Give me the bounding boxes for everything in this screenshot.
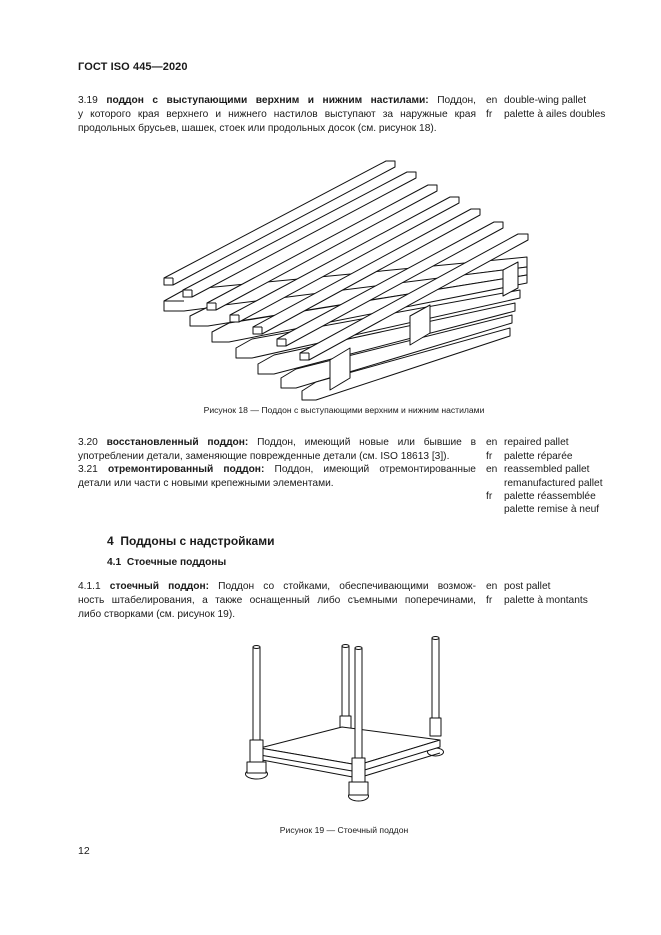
translation-fr-alt: palette remise à neuf — [504, 504, 600, 515]
term-number: 3.20 — [78, 437, 98, 448]
term-number: 4.1.1 — [78, 581, 101, 592]
document-header: ГОСТ ISO 445—2020 — [78, 61, 188, 73]
subsection-heading: 4.1 Стоечные поддоны — [107, 557, 227, 568]
term-title: поддон с выступающими верхним и нижним настилами: — [106, 95, 429, 106]
definition-line: Поддон, имеющий отремонтированные — [274, 464, 476, 475]
section-heading: 4 Поддоны с надстройками — [107, 534, 275, 548]
translation-en: en post pallet — [486, 581, 551, 592]
translation-en: en reassembled pallet — [486, 464, 590, 475]
term-3-19 — [78, 94, 476, 135]
definition-line: продольных брусьев, шашек, стоек или продольных досок (см. рисунок 18). — [78, 122, 437, 134]
term-number: 3.19 — [78, 95, 98, 106]
term-number: 3.21 — [78, 464, 98, 475]
translation-en-alt: remanufactured pallet — [504, 478, 603, 489]
translation-en: en repaired pallet — [486, 437, 569, 448]
definition-line: Поддон со стойками, обеспечивающими возмож- — [218, 581, 476, 592]
translation-en: en double-wing pallet — [486, 95, 587, 106]
translation-fr: fr palette à ailes doubles — [486, 109, 606, 120]
definition-line: Поддон, — [437, 95, 476, 106]
translation-fr: fr palette à montants — [486, 595, 588, 606]
definition-line: у которого края верхнего и нижнего настилов выступают за наружные края — [78, 108, 476, 120]
figure-18-caption: Рисунок 18 — Поддон с выступающими верхним и нижним настилами — [203, 405, 485, 415]
definition-line: детали или части с новыми крепежными элементами. — [78, 477, 334, 489]
term-title: восстановленный поддон: — [106, 437, 249, 448]
page-number: 12 — [78, 845, 90, 857]
term-3-20 — [78, 436, 476, 464]
definition-line: Поддон, имеющий новые или бывшие в — [257, 437, 476, 448]
definition-line: либо створками (см. рисунок 19). — [78, 608, 236, 620]
definition-line: ность штабелирования, а также оснащенный либо съемными поперечинами, — [78, 594, 476, 606]
translation-fr: fr palette réassemblée — [486, 491, 596, 502]
term-title: отремонтированный поддон: — [107, 464, 265, 475]
translation-fr: fr palette réparée — [486, 451, 573, 462]
figure-19-caption: Рисунок 19 — Стоечный поддон — [279, 825, 409, 835]
definition-line: употреблении детали, заменяющие поврежденные детали (см. ISO 18613 [3]). — [78, 450, 450, 462]
term-4-1-1 — [78, 580, 476, 621]
term-title: стоечный поддон: — [109, 581, 210, 592]
term-3-21 — [78, 463, 476, 491]
